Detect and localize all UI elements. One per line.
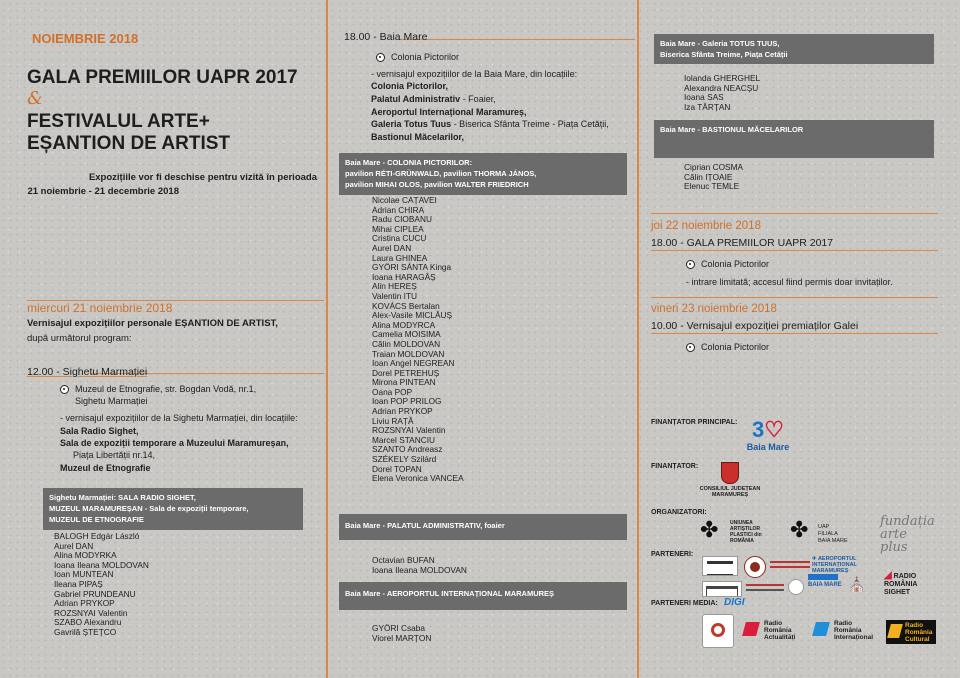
sponsor-label: FINANȚATOR: xyxy=(651,463,699,470)
location-text: Muzeul de Etnografie, str. Bogdan Vodă, nr.1, xyxy=(75,384,257,394)
artist-name: Elenuc TEMLE xyxy=(684,181,740,192)
location-city: Sighetu Marmației xyxy=(75,396,148,406)
venue-museum-hall: Sala de expoziții temporare a Muzeului Maramureșan, xyxy=(60,438,289,448)
venue-box-bastion xyxy=(654,120,934,158)
artist-name: Mihai CIPLEA xyxy=(372,223,424,234)
separator-line xyxy=(651,213,938,214)
media-logo-international xyxy=(814,620,878,644)
artist-name: ROZSNYAI Valentin xyxy=(54,607,128,618)
artist-name: GYÖRI Csaba xyxy=(372,623,426,633)
venue-name: Palatul Administrativ xyxy=(371,94,461,104)
artist-name: KOVÁCS Bertalan xyxy=(372,300,440,311)
location-museum xyxy=(60,384,256,395)
media-logo-cultural xyxy=(886,620,936,644)
gala-note: - intrare limitată; accesul fiind permis doar invitaților. xyxy=(686,277,893,287)
venue-address: Piața Libertății nr.14, xyxy=(73,450,156,460)
artist-name: Cristina CUCU xyxy=(372,233,427,244)
logo-text: AEROPORTUL INTERNAȚIONAL MARAMUREȘ xyxy=(812,556,857,574)
artist-name: SZABO Alexandru xyxy=(54,617,122,628)
museum-icon xyxy=(707,561,733,575)
tv-icon xyxy=(711,623,725,637)
artist-name: Adrian PRYKOP xyxy=(372,406,433,417)
artist-name: Octavian BUFAN xyxy=(372,555,435,565)
radio-icon xyxy=(887,624,903,638)
venue-box-sighet xyxy=(43,488,303,530)
artist-name: Ioana HARAGÂȘ xyxy=(372,271,436,282)
box-line: pavilion MIHAI OLOS, pavilion WALTER FRIEDRICH xyxy=(345,180,529,189)
venue-palatul xyxy=(371,94,496,105)
vernisaj-program: după următorul program: xyxy=(27,333,132,344)
venue-colonia: Colonia Pictorilor, xyxy=(371,81,449,91)
location-text: Colonia Pictorilor xyxy=(391,52,460,62)
artist-name: Ioana Ileana MOLDOVAN xyxy=(372,564,467,575)
artist-name: Marcel STANCIU xyxy=(372,434,436,445)
box-line: Baia Mare - AEROPORTUL INTERNAȚIONAL MARAMUREȘ xyxy=(345,589,555,598)
digi-logo: DIGI xyxy=(724,597,745,608)
artist-name: Liviu RAȚĂ xyxy=(372,415,414,426)
artist-name: Ileana PIPAȘ xyxy=(54,578,103,589)
artist-name: Mirona PINTEAN xyxy=(372,377,436,388)
venue-detail: - Biserica Sfânta Treime - Piața Cetății, xyxy=(451,119,609,129)
venue-totus xyxy=(371,119,609,130)
artist-name: Dorel TOPAN xyxy=(372,463,422,474)
logo-text: UNIUNEA ARTIȘTILOR PLASTICI din ROMÂNIA xyxy=(730,520,762,544)
artist-name: ROZSNYAI Valentin xyxy=(372,425,446,436)
artist-name: GYÖRI SÁNTA Kinga xyxy=(372,262,452,273)
uap-symbol-icon: ✤ xyxy=(790,517,809,542)
box-line: MUZEUL DE ETNOGRAFIE xyxy=(49,515,144,524)
artist-name: Alexandra NEACȘU xyxy=(684,82,759,93)
location-pin-icon xyxy=(376,53,385,62)
artist-name: Gabriel PRUNDEANU xyxy=(54,588,136,599)
box-line: Baia Mare - Galeria TOTUS TUUS, xyxy=(660,39,780,48)
artist-name: Aurel DAN xyxy=(372,242,412,253)
title-festival: FESTIVALUL ARTE+ xyxy=(27,111,210,132)
artist-name: Ciprian COSMA xyxy=(684,162,744,172)
artist-name: Ioan POP PRILOG xyxy=(372,396,442,407)
artist-name: Laura GHINEA xyxy=(372,252,428,263)
location-text: Colonia Pictorilor xyxy=(701,342,770,352)
artist-name: Radu CIOBANU xyxy=(372,214,432,225)
venue-detail: - Foaier, xyxy=(460,94,496,104)
sponsor-main-label: FINANȚATOR PRINCIPAL: xyxy=(651,419,738,426)
artist-name: Gavrilă ȘTEȚCO xyxy=(54,626,117,637)
venue-bastion: Bastionul Măcelarilor, xyxy=(371,132,465,142)
partners-label: PARTENERI: xyxy=(651,551,694,558)
logo-text: Baia Mare xyxy=(746,442,790,452)
artist-name: Adrian PRYKOP xyxy=(54,598,115,609)
logo-text: BAIA MARE xyxy=(808,582,842,588)
location-colonia xyxy=(376,52,459,63)
artist-name: Traian MOLDOVAN xyxy=(372,348,445,359)
location-colonia-galei xyxy=(686,342,769,353)
artist-list-palatul xyxy=(372,556,467,575)
separator-line xyxy=(651,333,938,334)
artist-name: Alin HEREȘ xyxy=(372,281,417,292)
artist-name: Alina MODYRCA xyxy=(372,319,436,330)
artist-name: Camelia MOISIMA xyxy=(372,329,441,340)
partner-logo-circle xyxy=(788,579,804,595)
partner-logo-seal xyxy=(744,556,766,578)
time-vernisaj-galei: 10.00 - Vernisajul expoziției premiaților Galei xyxy=(651,320,859,332)
venue-radio: Sala Radio Sighet, xyxy=(60,426,139,436)
logo-text: CONSILIUL JUDEȚEAN MARAMUREȘ xyxy=(699,486,761,498)
day-wednesday: miercuri 21 noiembrie 2018 xyxy=(27,301,173,315)
artist-name: BALOGH Edgár László xyxy=(54,531,140,541)
logo-text: Radio România Cultural xyxy=(905,622,933,643)
artist-name: Ioana Ileana MOLDOVAN xyxy=(54,559,149,570)
uap-baia-mare-logo xyxy=(790,518,850,548)
radio-wave-icon: ◢ xyxy=(884,570,892,581)
vernisaj-title: Vernisajul expozițiilor personale EȘANTION DE ARTIST, xyxy=(27,318,278,329)
partner-logo-baia-mare xyxy=(808,574,842,594)
artist-name: Oana POP xyxy=(372,386,413,397)
time-sighet: 12.00 - Sighetu Marmației xyxy=(27,366,148,378)
artist-list-totus xyxy=(684,74,760,112)
location-text: Colonia Pictorilor xyxy=(701,259,770,269)
subtitle-period: Expozițiile vor fi deschise pentru vizită în perioada xyxy=(88,172,317,183)
radio-icon xyxy=(812,622,830,636)
organizers-label: ORGANIZATORI: xyxy=(651,509,707,516)
column-divider-left xyxy=(326,0,328,678)
artist-name: Ioana SAS xyxy=(684,92,724,103)
title-gala: GALA PREMIILOR UAPR 2017 xyxy=(27,67,298,88)
baia-mare-logo: 3♡ Baia Mare xyxy=(742,418,794,462)
logo-text: RADIO ROMÂNIA SIGHET xyxy=(884,573,918,596)
artist-name: Ioan MUNTEAN xyxy=(54,569,114,580)
venue-box-colonia xyxy=(339,153,627,195)
location-colonia-gala xyxy=(686,259,769,270)
artist-name: Ioan Angel NEGREAN xyxy=(372,358,455,369)
artist-list-bastion xyxy=(684,163,743,192)
separator-line xyxy=(651,297,938,298)
uap-symbol-icon: ✤ xyxy=(700,517,719,542)
artist-list-aeroport xyxy=(372,624,431,643)
time-baia-mare: 18.00 - Baia Mare xyxy=(344,31,428,43)
artist-name: SZÉKELY Szilárd xyxy=(372,454,437,465)
box-line: Baia Mare - COLONIA PICTORILOR: xyxy=(345,158,473,167)
column-divider-right xyxy=(637,0,639,678)
logo-text: Radio România Internațional xyxy=(834,620,874,641)
artist-name: Iolanda GHERGHEL xyxy=(684,73,761,83)
location-pin-icon xyxy=(686,343,695,352)
subtitle-dates: 21 noiembrie - 21 decembrie 2018 xyxy=(27,186,179,197)
artist-name: Aurel DAN xyxy=(54,540,94,551)
artist-name: Adrian CHIRA xyxy=(372,204,425,215)
separator-line xyxy=(398,39,635,40)
logo-text: Radio România Actualități xyxy=(764,620,796,641)
media-logo-tv xyxy=(702,614,734,648)
artist-name: Viorel MARȚON xyxy=(372,632,432,643)
box-line: Sighetu Marmației: SALA RADIO SIGHET, xyxy=(49,493,196,502)
time-gala: 18.00 - GALA PREMIILOR UAPR 2017 xyxy=(651,237,834,249)
artist-name: Alex-Vasile MICLĂUȘ xyxy=(372,310,453,321)
artist-name: SZANTO Andreasz xyxy=(372,444,443,455)
arte-plus-logo: fundația arte plus xyxy=(880,514,935,555)
venue-aeroport: Aeroportul Internațional Maramureș, xyxy=(371,107,527,117)
separator-line xyxy=(651,250,938,251)
box-line: Biserica Sfânta Treime, Piața Cetății xyxy=(660,50,788,59)
location-pin-icon xyxy=(60,385,69,394)
title-esantion: EȘANTION DE ARTIST xyxy=(27,133,231,154)
vernisaj-description: - vernisajul expozițiilor de la Baia Mare, din locațiile: xyxy=(371,69,578,79)
day-friday: vineri 23 noiembrie 2018 xyxy=(651,303,777,315)
venue-box-aeroport xyxy=(339,582,627,610)
coat-of-arms-icon xyxy=(721,462,739,484)
partner-logo-text xyxy=(770,556,810,574)
artist-name: Călin IȚOAIE xyxy=(684,171,733,182)
consiliul-logo xyxy=(690,462,770,502)
partner-logo-museum xyxy=(702,556,738,576)
artist-name: Călin MOLDOVAN xyxy=(372,338,441,349)
artist-name: Alina MODYRKA xyxy=(54,550,117,561)
logo-text: UAP FILIALA BAIA MARE xyxy=(818,524,848,544)
partner-logo-aeroport: ✈ AEROPORTUL INTERNAȚIONAL MARAMUREȘ xyxy=(812,556,857,574)
venue-box-palatul xyxy=(339,514,627,540)
venue-etnografie: Muzeul de Etnografie xyxy=(60,463,151,473)
artist-name: Dorel PETREHUȘ xyxy=(372,367,440,378)
partner-logo-radio-sighet xyxy=(884,572,938,596)
artist-name: Elena Veronica VANCEA xyxy=(372,473,464,484)
month-label: NOIEMBRIE 2018 xyxy=(32,31,139,46)
venue-name: Galeria Totus Tuus xyxy=(371,119,452,129)
partner-logo-small xyxy=(746,581,784,597)
artist-list-sighet xyxy=(54,532,149,638)
artist-name: Valentin ITU xyxy=(372,290,418,301)
media-logo-actualitati xyxy=(744,620,808,644)
vernisaj-description: - vernisajul expozițiilor de la Sighetu Marmației, din locațiile: xyxy=(60,413,298,423)
day-thursday: joi 22 noiembrie 2018 xyxy=(651,220,761,232)
uap-logo xyxy=(700,518,770,548)
partner-logo-church-icon: ⛪ xyxy=(848,576,866,592)
artist-name: Nicolae CAȚAVEI xyxy=(372,195,437,205)
seal-icon xyxy=(750,562,760,572)
artist-list-colonia xyxy=(372,196,464,484)
artist-name: Iza TĂRȚAN xyxy=(684,101,731,112)
radio-icon xyxy=(742,622,760,636)
box-line: pavilion RÉTI-GRÜNWALD, pavilion THORMA JÁNOS, xyxy=(345,169,537,178)
ampersand: & xyxy=(27,88,44,109)
location-pin-icon xyxy=(686,260,695,269)
box-line: Baia Mare - BASTIONUL MĂCELARILOR xyxy=(660,125,804,134)
partner-logo-building xyxy=(702,581,742,597)
media-partners-label: PARTENERI MEDIA: xyxy=(651,600,718,607)
box-line: Baia Mare - PALATUL ADMINISTRATIV, foaier xyxy=(345,521,505,530)
venue-box-totus xyxy=(654,34,934,64)
box-line: MUZEUL MARAMUREȘAN - Sala de expoziții temporare, xyxy=(49,504,249,513)
